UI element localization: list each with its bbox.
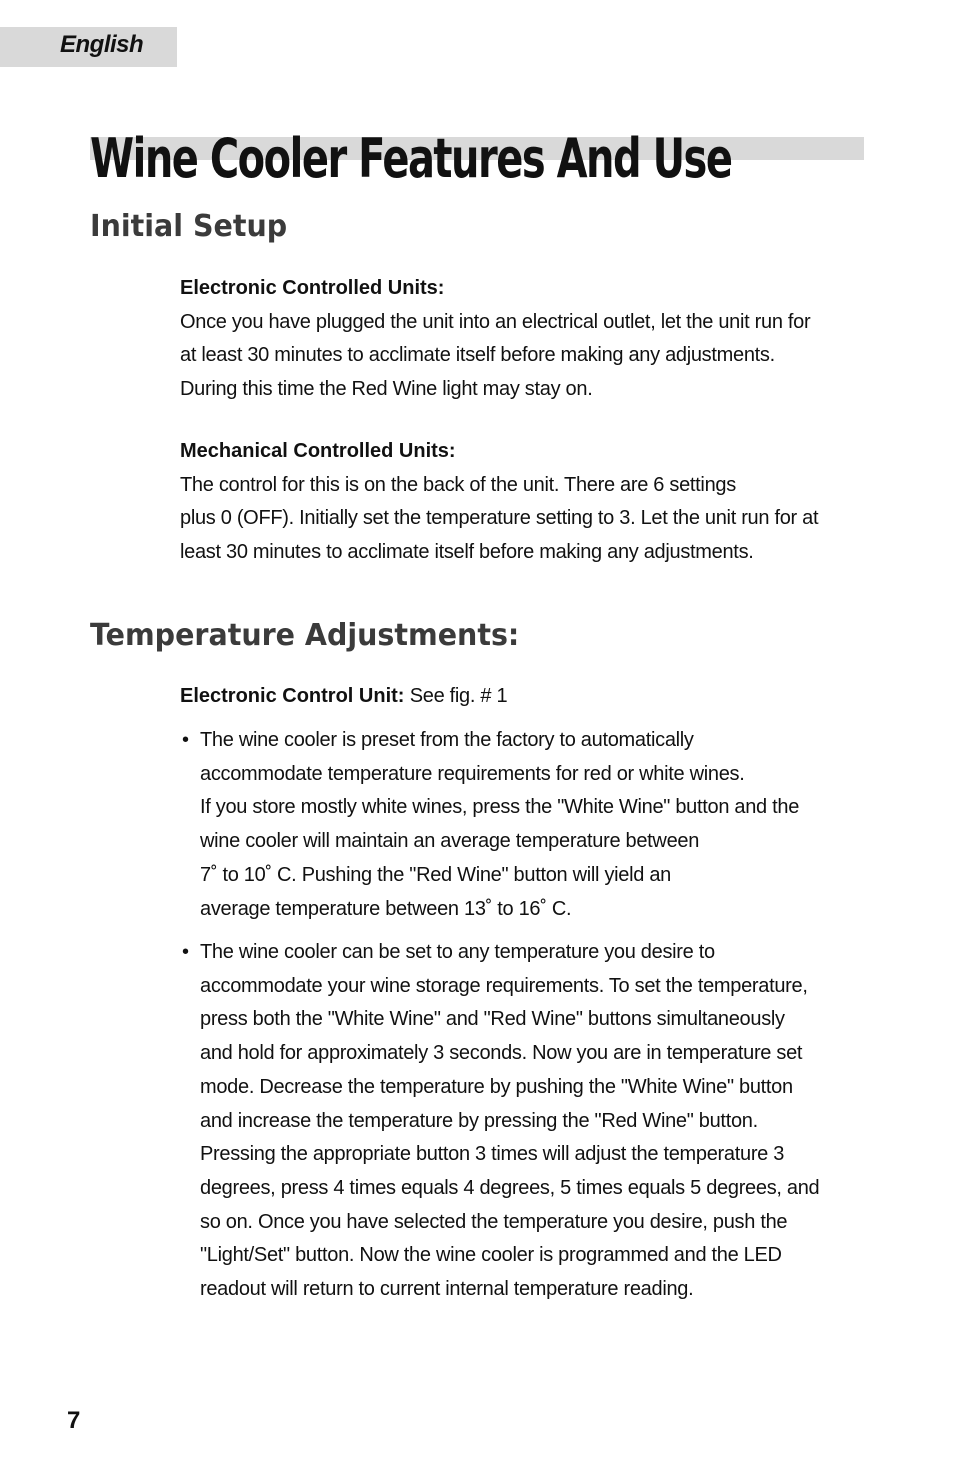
mechanical-controlled-units-heading: Mechanical Controlled Units:: [180, 440, 456, 462]
bullet-line: readout will return to current internal temperature reading.: [200, 1278, 694, 1301]
bullet-marker: •: [182, 729, 189, 751]
bullet-line: wine cooler will maintain an average temperature between: [200, 830, 700, 853]
bullet-line: press both the "White Wine" and "Red Wine" buttons simultaneously: [200, 1008, 785, 1031]
paragraph-line: During this time the Red Wine light may stay on.: [180, 378, 593, 401]
section-heading-temperature-adjustments: Temperature Adjustments:: [90, 618, 520, 653]
bullet-line: mode. Decrease the temperature by pushing the "White Wine" button: [200, 1075, 793, 1098]
bullet-line: so on. Once you have selected the temperature you desire, push the: [200, 1210, 788, 1233]
bullet-line: The wine cooler can be set to any temperature you desire to: [200, 941, 715, 963]
mechanical-controlled-units-block: [180, 435, 880, 570]
page-title: Wine Cooler Features And Use: [90, 127, 732, 190]
bullet-line: The wine cooler is preset from the factory to automatically: [200, 729, 694, 751]
language-tab: [0, 27, 177, 67]
paragraph-line: Once you have plugged the unit into an electrical outlet, let the unit run for: [180, 310, 811, 333]
paragraph-line: at least 30 minutes to acclimate itself before making any adjustments.: [180, 344, 775, 367]
bullet-line: and hold for approximately 3 seconds. Now you are in temperature set: [200, 1042, 803, 1065]
figure-reference: See fig. # 1: [404, 685, 508, 707]
bullet-line: Pressing the appropriate button 3 times will adjust the temperature 3: [200, 1143, 785, 1166]
electronic-control-unit-line: [180, 680, 880, 714]
bullet-line: accommodate your wine storage requirements. To set the temperature,: [200, 974, 808, 997]
electronic-control-unit-label: Electronic Control Unit:: [180, 685, 405, 707]
paragraph-line: The control for this is on the back of the unit. There are 6 settings: [180, 473, 736, 496]
section-heading-initial-setup: Initial Setup: [90, 209, 288, 244]
electronic-controlled-units-heading: Electronic Controlled Units:: [180, 277, 445, 299]
bullet-line: degrees, press 4 times equals 4 degrees, 5 times equals 5 degrees, and: [200, 1176, 820, 1199]
bullet-line: "Light/Set" button. Now the wine cooler is programmed and the LED: [200, 1244, 782, 1267]
language-label: English: [60, 31, 144, 58]
bullet-line: 7˚ to 10˚ C. Pushing the "Red Wine" button will yield an: [200, 863, 671, 886]
bullet-line: If you store mostly white wines, press the "White Wine" button and the: [200, 796, 800, 819]
bullet-marker: •: [182, 941, 189, 963]
electronic-controlled-units-block: [180, 272, 880, 407]
bullet-line: accommodate temperature requirements for red or white wines.: [200, 762, 745, 785]
paragraph-line: least 30 minutes to acclimate itself before making any adjustments.: [180, 541, 754, 564]
page-number: 7: [67, 1407, 81, 1434]
bullet-line: and increase the temperature by pressing the "Red Wine" button.: [200, 1109, 758, 1132]
paragraph-line: plus 0 (OFF). Initially set the temperature setting to 3. Let the unit run for at: [180, 507, 819, 530]
bullet-line: average temperature between 13˚ to 16˚ C.: [200, 897, 572, 920]
